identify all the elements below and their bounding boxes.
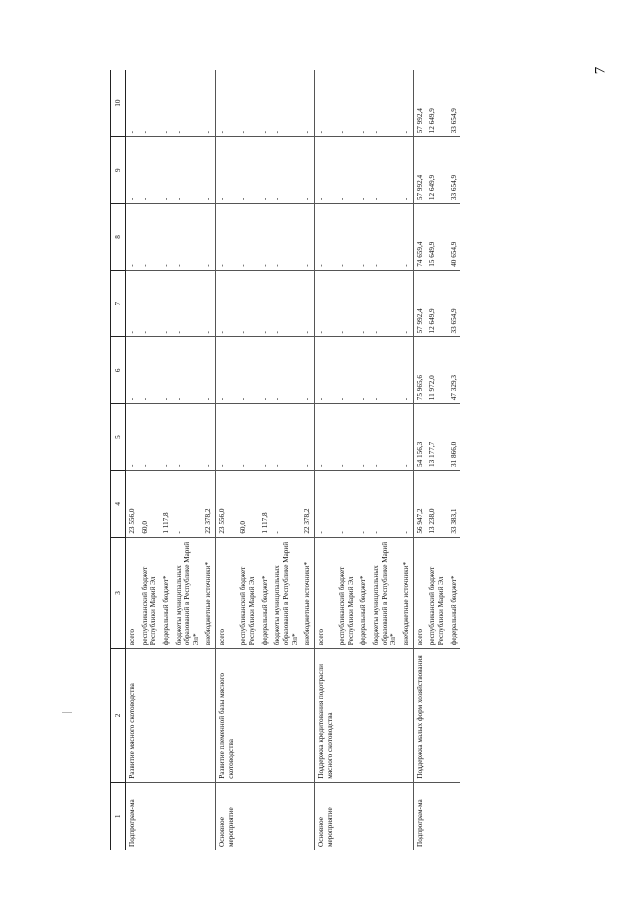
value-cell: -	[357, 470, 370, 537]
row-level-cell	[202, 782, 215, 850]
row-level-cell	[271, 782, 301, 850]
value-cell: -	[357, 204, 370, 271]
funding-source-cell: республиканский бюджет Республики Марий Эл	[426, 537, 447, 649]
value-cell: -	[216, 204, 238, 271]
value-cell: -	[271, 70, 301, 137]
value-cell: -	[370, 470, 400, 537]
value-cell: 12 649,9	[426, 137, 447, 204]
value-cell: 33 654,9	[448, 137, 461, 204]
value-cell: -	[314, 337, 336, 404]
page-number: 7	[592, 66, 609, 75]
header-cell: 1	[111, 782, 126, 850]
value-cell: 13 177,7	[426, 404, 447, 471]
value-cell: -	[336, 137, 357, 204]
value-cell: -	[370, 337, 400, 404]
row-level-cell	[336, 782, 357, 850]
row-title-cell	[237, 649, 258, 782]
value-cell: -	[259, 70, 272, 137]
value-cell: 60,0	[237, 470, 258, 537]
row-title-cell	[259, 649, 272, 782]
value-cell: 57 992,4	[413, 70, 426, 137]
row-level-cell	[139, 782, 160, 850]
value-cell: -	[357, 270, 370, 337]
row-level-cell: Основное мероприятие	[314, 782, 336, 850]
row-title-cell	[336, 649, 357, 782]
row-level-cell	[448, 782, 461, 850]
value-cell: -	[173, 137, 203, 204]
value-cell: 75 965,6	[413, 337, 426, 404]
row-title-cell	[448, 649, 461, 782]
header-cell: 3	[111, 537, 126, 649]
value-cell: -	[173, 204, 203, 271]
value-cell: -	[139, 137, 160, 204]
value-cell: -	[301, 70, 314, 137]
value-cell: -	[336, 70, 357, 137]
funding-source-cell: внебюджетные источники*	[301, 537, 314, 649]
value-cell: 33 383,1	[448, 470, 461, 537]
value-cell: -	[357, 337, 370, 404]
funding-source-cell: республиканский бюджет Республики Марий Эл	[237, 537, 258, 649]
value-cell: 57 992,4	[413, 270, 426, 337]
funding-source-cell: всего	[413, 537, 426, 649]
row-level-cell	[173, 782, 203, 850]
header-cell: 9	[111, 137, 126, 204]
value-cell: 40 654,9	[448, 204, 461, 271]
funding-source-cell: всего	[126, 537, 139, 649]
value-cell: -	[160, 70, 173, 137]
header-cell: 6	[111, 337, 126, 404]
row-title-cell	[400, 649, 413, 782]
value-cell: -	[202, 404, 215, 471]
table-row	[173, 70, 203, 850]
budget-table	[110, 70, 460, 850]
value-cell: -	[336, 270, 357, 337]
value-cell: 13 238,0	[426, 470, 447, 537]
row-title-cell	[202, 649, 215, 782]
value-cell: -	[237, 270, 258, 337]
value-cell: 12 649,9	[426, 270, 447, 337]
value-cell: -	[160, 204, 173, 271]
value-cell: -	[314, 137, 336, 204]
table-row	[336, 70, 357, 850]
value-cell: 33 654,9	[448, 70, 461, 137]
table-row	[370, 70, 400, 850]
value-cell: 22 378,2	[202, 470, 215, 537]
rotated-page	[110, 70, 550, 850]
value-cell: -	[301, 270, 314, 337]
row-level-cell	[357, 782, 370, 850]
value-cell: -	[259, 137, 272, 204]
header-row	[111, 70, 126, 850]
value-cell: -	[160, 270, 173, 337]
value-cell: -	[259, 337, 272, 404]
table-row	[426, 70, 447, 850]
value-cell: -	[314, 204, 336, 271]
value-cell: -	[336, 404, 357, 471]
value-cell: -	[314, 70, 336, 137]
row-level-cell: Подпрограм-ма	[126, 782, 139, 850]
value-cell: -	[357, 70, 370, 137]
value-cell: -	[271, 204, 301, 271]
value-cell: 47 329,3	[448, 337, 461, 404]
row-title-cell: Поддержка кредитования подотрасли мясного скотоводства	[314, 649, 336, 782]
table-row	[216, 70, 238, 850]
funding-source-cell: внебюджетные источники*	[202, 537, 215, 649]
value-cell: -	[139, 270, 160, 337]
table-row	[314, 70, 336, 850]
value-cell: -	[202, 270, 215, 337]
value-cell: -	[370, 270, 400, 337]
value-cell: -	[259, 404, 272, 471]
value-cell: -	[216, 70, 238, 137]
funding-source-cell: бюджеты муниципальных образований в Республике Марий Эл*	[370, 537, 400, 649]
value-cell: -	[357, 137, 370, 204]
header-cell: 10	[111, 70, 126, 137]
value-cell: -	[271, 137, 301, 204]
row-level-cell	[426, 782, 447, 850]
value-cell: -	[173, 70, 203, 137]
value-cell: -	[139, 337, 160, 404]
value-cell: -	[173, 470, 203, 537]
table-row	[259, 70, 272, 850]
row-title-cell	[173, 649, 203, 782]
value-cell: -	[202, 204, 215, 271]
value-cell: 22 378,2	[301, 470, 314, 537]
value-cell: -	[216, 137, 238, 204]
value-cell: -	[400, 270, 413, 337]
value-cell: -	[216, 337, 238, 404]
value-cell: 56 947,2	[413, 470, 426, 537]
value-cell: -	[301, 337, 314, 404]
value-cell: -	[202, 137, 215, 204]
value-cell: -	[370, 70, 400, 137]
value-cell: 15 649,9	[426, 204, 447, 271]
table-row	[160, 70, 173, 850]
value-cell: -	[271, 404, 301, 471]
value-cell: 57 992,4	[413, 137, 426, 204]
value-cell: -	[370, 204, 400, 271]
value-cell: -	[271, 270, 301, 337]
row-title-cell	[357, 649, 370, 782]
value-cell: -	[400, 70, 413, 137]
value-cell: -	[271, 337, 301, 404]
header-cell: 4	[111, 470, 126, 537]
table-row	[357, 70, 370, 850]
value-cell: 33 654,9	[448, 270, 461, 337]
row-level-cell: Основное мероприятие	[216, 782, 238, 850]
table-row	[237, 70, 258, 850]
value-cell: -	[237, 337, 258, 404]
value-cell: -	[237, 204, 258, 271]
value-cell: 31 866,0	[448, 404, 461, 471]
table-body	[126, 70, 461, 850]
header-cell: 5	[111, 404, 126, 471]
value-cell: -	[400, 404, 413, 471]
value-cell: -	[173, 337, 203, 404]
value-cell: -	[139, 70, 160, 137]
header-cell: 8	[111, 204, 126, 271]
row-level-cell	[259, 782, 272, 850]
value-cell: -	[314, 404, 336, 471]
table-row	[400, 70, 413, 850]
value-cell: -	[126, 337, 139, 404]
value-cell: -	[160, 404, 173, 471]
funding-source-cell: бюджеты муниципальных образований в Республике Марий Эл*	[271, 537, 301, 649]
table-row	[139, 70, 160, 850]
value-cell: -	[259, 204, 272, 271]
value-cell: -	[301, 137, 314, 204]
value-cell: -	[400, 204, 413, 271]
value-cell: -	[400, 470, 413, 537]
funding-source-cell: бюджеты муниципальных образований в Республике Марий Эл*	[173, 537, 203, 649]
value-cell: -	[216, 270, 238, 337]
value-cell: -	[259, 270, 272, 337]
value-cell: -	[370, 137, 400, 204]
value-cell: -	[370, 404, 400, 471]
row-title-cell: Развитие племенной базы мясного скотоводства	[216, 649, 238, 782]
row-title-cell: Развитие мясного скотоводства	[126, 649, 139, 782]
value-cell: -	[216, 404, 238, 471]
funding-source-cell: федеральный бюджет*	[357, 537, 370, 649]
value-cell: -	[336, 204, 357, 271]
table-row	[271, 70, 301, 850]
value-cell: -	[126, 404, 139, 471]
table-row	[126, 70, 139, 850]
scan-speck	[62, 712, 72, 713]
value-cell: -	[160, 137, 173, 204]
row-title-cell: Поддержка малых форм хозяйствования	[413, 649, 426, 782]
funding-source-cell: республиканский бюджет Республики Марий Эл	[139, 537, 160, 649]
table-row	[448, 70, 461, 850]
header-cell: 7	[111, 270, 126, 337]
funding-source-cell: всего	[216, 537, 238, 649]
value-cell: 54 156,3	[413, 404, 426, 471]
value-cell: 1 117,8	[160, 470, 173, 537]
funding-source-cell: федеральный бюджет*	[160, 537, 173, 649]
row-level-cell	[301, 782, 314, 850]
value-cell: -	[126, 137, 139, 204]
value-cell: -	[139, 204, 160, 271]
row-title-cell	[271, 649, 301, 782]
value-cell: 23 556,0	[216, 470, 238, 537]
value-cell: -	[173, 404, 203, 471]
header-cell: 2	[111, 649, 126, 782]
funding-source-cell: федеральный бюджет*	[448, 537, 461, 649]
value-cell: -	[271, 470, 301, 537]
value-cell: -	[126, 70, 139, 137]
funding-source-cell: федеральный бюджет*	[259, 537, 272, 649]
value-cell: -	[357, 404, 370, 471]
value-cell: -	[237, 404, 258, 471]
funding-source-cell: всего	[314, 537, 336, 649]
row-level-cell	[370, 782, 400, 850]
row-title-cell	[139, 649, 160, 782]
value-cell: 23 556,0	[126, 470, 139, 537]
row-title-cell	[370, 649, 400, 782]
value-cell: 12 649,9	[426, 70, 447, 137]
row-level-cell: Подпрограм-ма	[413, 782, 426, 850]
value-cell: 11 972,0	[426, 337, 447, 404]
row-level-cell	[400, 782, 413, 850]
value-cell: 74 659,4	[413, 204, 426, 271]
value-cell: -	[336, 337, 357, 404]
funding-source-cell: внебюджетные источники*	[400, 537, 413, 649]
value-cell: -	[237, 70, 258, 137]
value-cell: 60,0	[139, 470, 160, 537]
value-cell: -	[314, 470, 336, 537]
table-row	[202, 70, 215, 850]
row-title-cell	[426, 649, 447, 782]
value-cell: -	[202, 70, 215, 137]
value-cell: -	[160, 337, 173, 404]
value-cell: 1 117,8	[259, 470, 272, 537]
row-title-cell	[160, 649, 173, 782]
value-cell: -	[173, 270, 203, 337]
table-row	[301, 70, 314, 850]
value-cell: -	[400, 137, 413, 204]
value-cell: -	[126, 270, 139, 337]
row-level-cell	[237, 782, 258, 850]
table-row	[413, 70, 426, 850]
value-cell: -	[202, 337, 215, 404]
value-cell: -	[237, 137, 258, 204]
value-cell: -	[126, 204, 139, 271]
row-level-cell	[160, 782, 173, 850]
value-cell: -	[301, 404, 314, 471]
value-cell: -	[139, 404, 160, 471]
value-cell: -	[301, 204, 314, 271]
funding-source-cell: республиканский бюджет Республики Марий Эл	[336, 537, 357, 649]
value-cell: -	[336, 470, 357, 537]
value-cell: -	[400, 337, 413, 404]
value-cell: -	[314, 270, 336, 337]
row-title-cell	[301, 649, 314, 782]
